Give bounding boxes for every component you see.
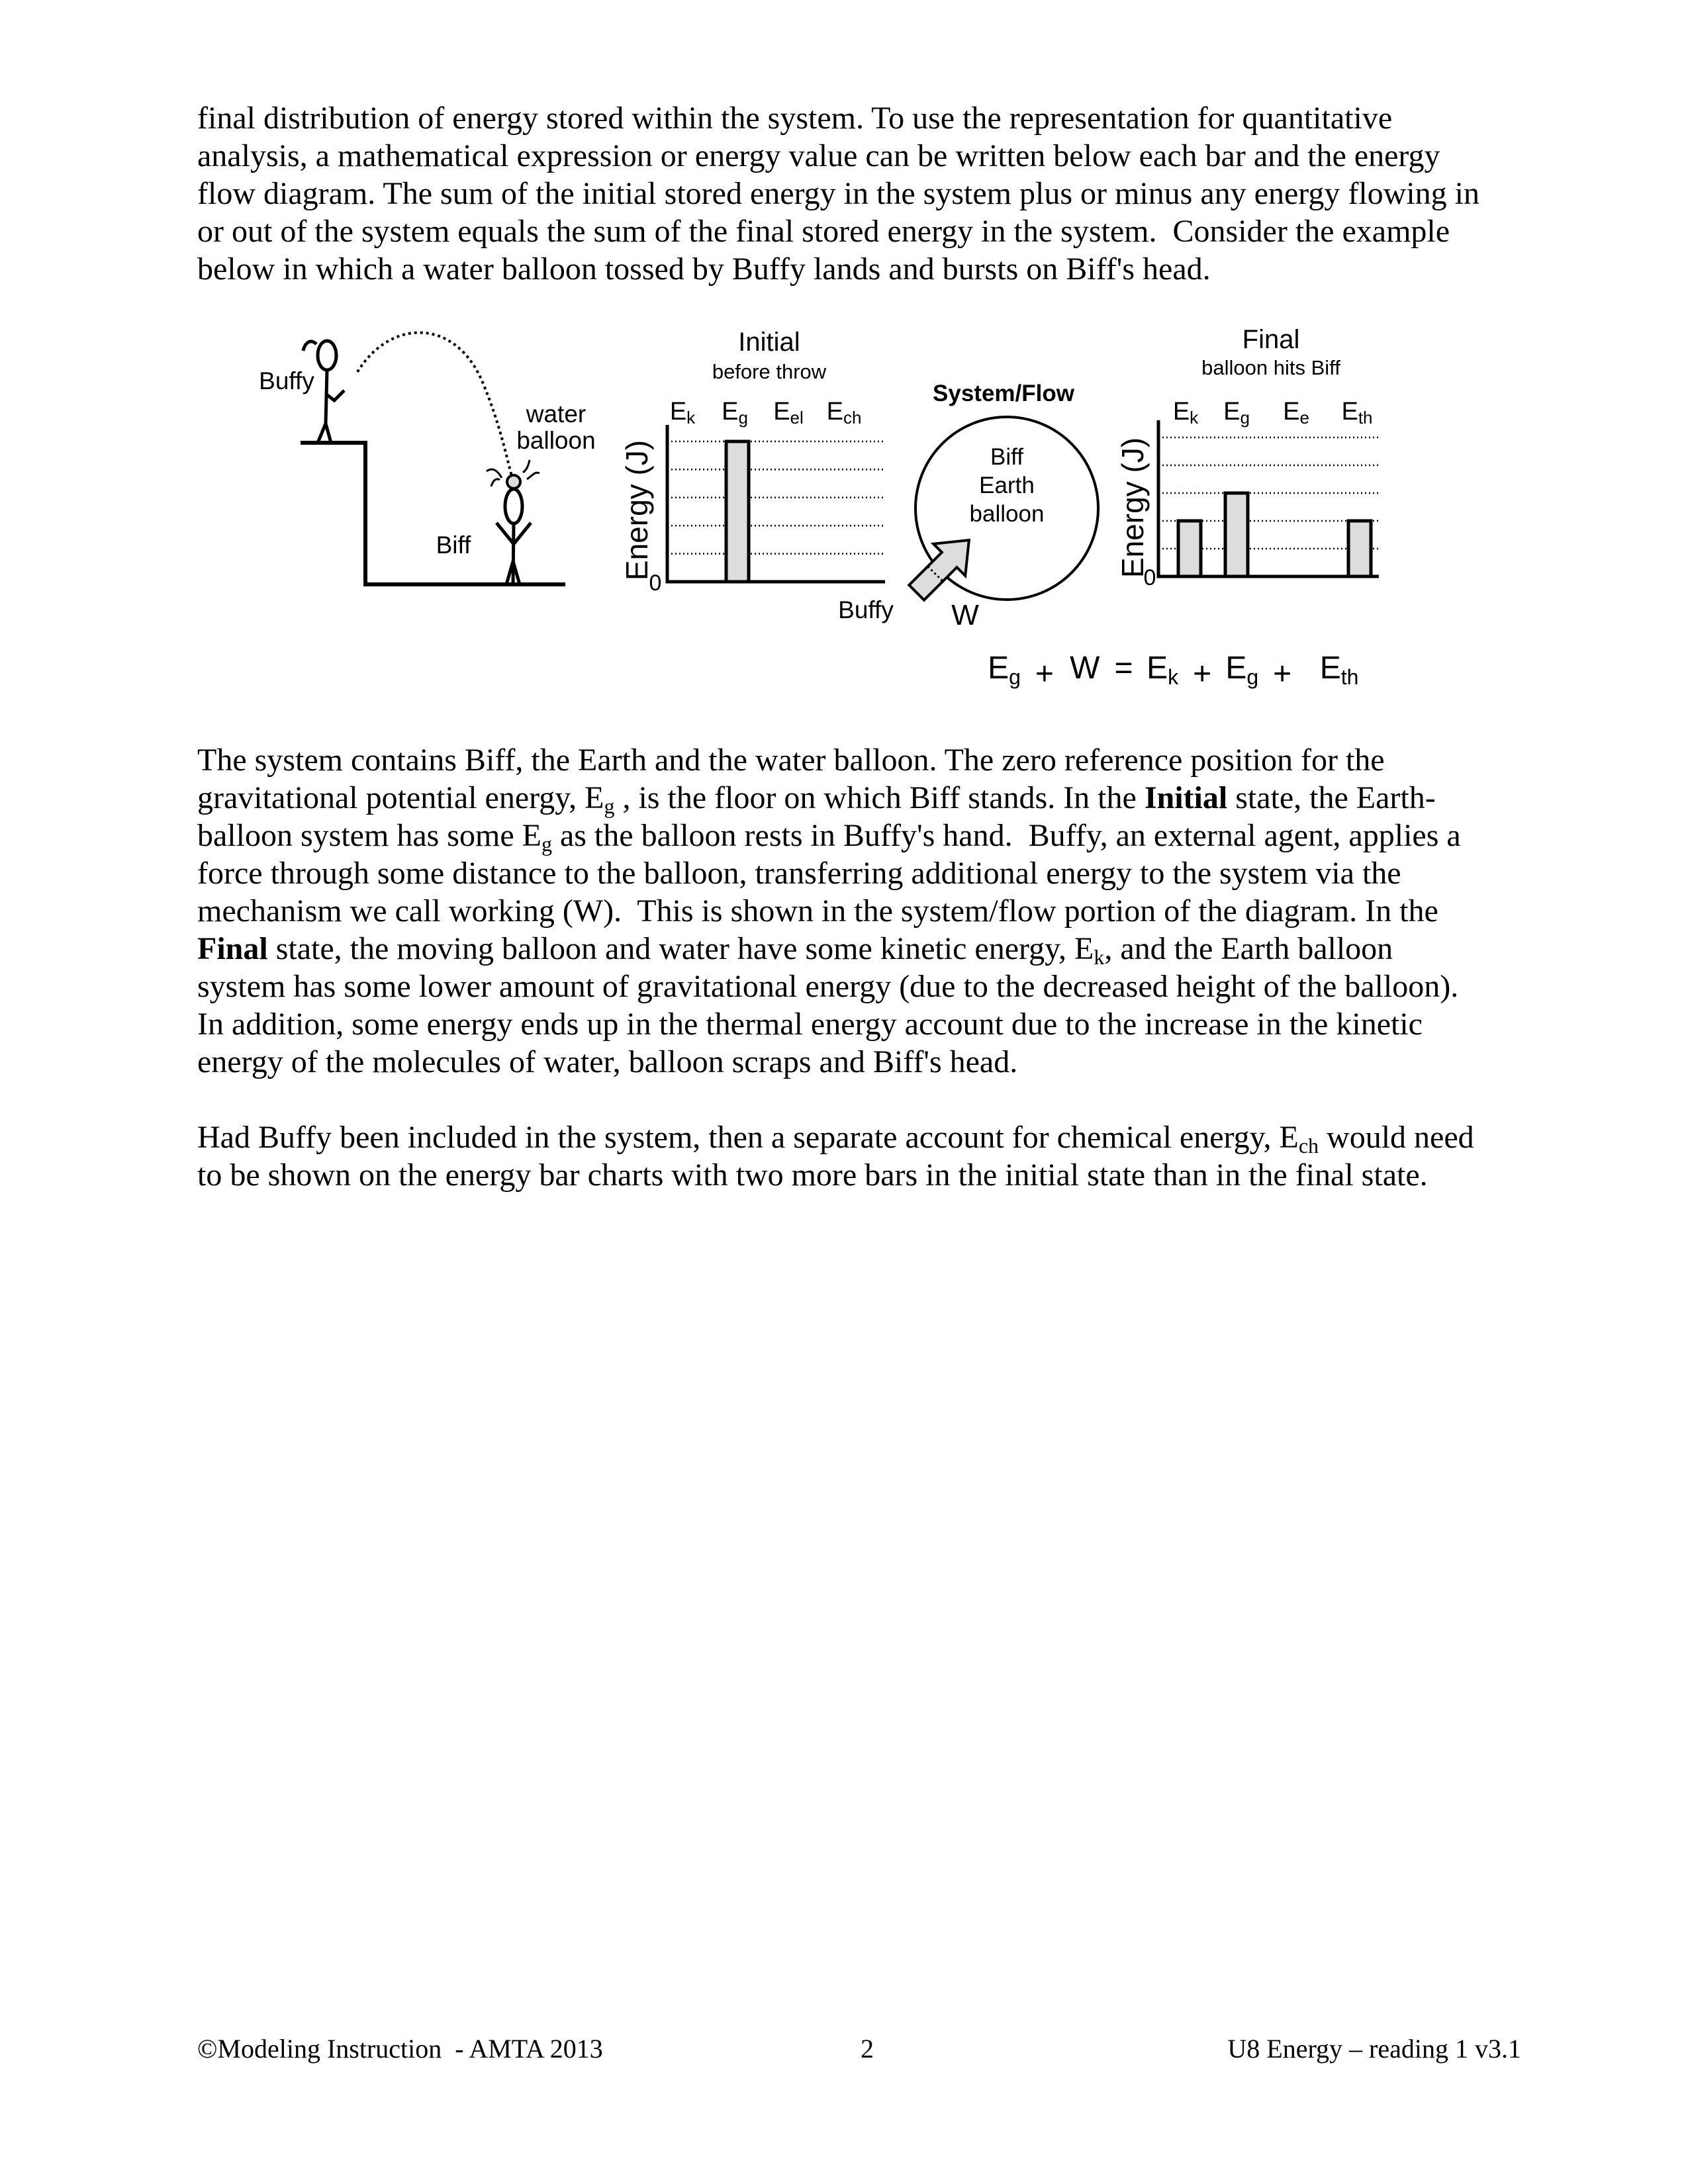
category-base: E xyxy=(826,398,843,426)
category-subscript: g xyxy=(738,408,748,428)
category-subscript: ch xyxy=(843,408,862,428)
text-line xyxy=(197,1156,1474,1194)
text-line xyxy=(197,854,1461,892)
y-axis-label: Energy (J) xyxy=(1115,437,1150,578)
text-line xyxy=(197,930,1461,968)
text-segment: system has some lower amount of gravitational energy (due to the decreased height of the balloon). xyxy=(197,969,1459,1004)
subscript: g xyxy=(541,832,552,856)
equation-term: E xyxy=(1319,651,1341,686)
biff-figure xyxy=(487,460,539,586)
category-base: E xyxy=(1223,398,1241,426)
text-segment: energy of the molecules of water, balloon scraps and Biff's head. xyxy=(197,1044,1018,1079)
category-base: E xyxy=(773,398,790,426)
bar-Eg xyxy=(1225,493,1248,576)
buffy-label: Buffy xyxy=(259,367,314,394)
text-line xyxy=(197,1118,1474,1156)
category-subscript: g xyxy=(1240,408,1250,428)
category-label xyxy=(1283,398,1309,428)
bold-term: Final xyxy=(197,931,268,966)
equation-subscript: g xyxy=(1009,665,1021,689)
category-base: E xyxy=(669,398,687,426)
equation-subscript: g xyxy=(1246,665,1259,689)
equation-term: E xyxy=(1225,651,1247,686)
category-label xyxy=(827,398,862,428)
equation-subscript: th xyxy=(1340,665,1359,689)
text-line xyxy=(197,968,1461,1005)
water-label: water xyxy=(526,400,586,428)
category-label xyxy=(1341,398,1372,428)
subscript: k xyxy=(1094,945,1105,969)
category-subscript: el xyxy=(790,408,804,428)
equation-subscript: k xyxy=(1168,665,1179,689)
work-label: W xyxy=(951,599,979,631)
text-segment: The system contains Biff, the Earth and the water balloon. The zero reference position for the xyxy=(197,743,1385,778)
text-segment: would need xyxy=(1319,1120,1474,1155)
category-subscript: k xyxy=(1190,408,1199,428)
text-segment: gravitational potential energy, E xyxy=(197,780,604,815)
biff-label: Biff xyxy=(436,531,471,559)
explanation-paragraph xyxy=(197,741,1461,1081)
category-base: E xyxy=(722,398,739,426)
text-segment: Had Buffy been included in the system, then a separate account for chemical energy, E xyxy=(197,1120,1299,1155)
text-line xyxy=(197,779,1461,817)
subscript: g xyxy=(604,794,615,818)
system-flow-title: System/Flow xyxy=(933,381,1074,406)
system-member: balloon xyxy=(969,501,1045,527)
category-base: E xyxy=(1283,398,1300,426)
zero-tick-label: 0 xyxy=(649,570,662,596)
footer-page-number: 2 xyxy=(861,2034,874,2064)
chart-subtitle: before throw xyxy=(712,360,827,383)
text-segment: analysis, a mathematical expression or energy value can be written below each bar and the energy xyxy=(197,138,1440,173)
text-segment: , is the floor on which Biff stands. In the xyxy=(614,780,1145,815)
text-segment: , and the Earth balloon xyxy=(1104,931,1393,966)
chart-subtitle: balloon hits Biff xyxy=(1201,356,1340,379)
text-segment: state, the Earth- xyxy=(1227,780,1436,815)
final-bar-chart xyxy=(1115,325,1379,590)
bar-Ek xyxy=(1178,521,1201,576)
category-label xyxy=(1223,398,1250,428)
balloon-label: balloon xyxy=(516,427,596,454)
bar-Eth xyxy=(1348,521,1371,576)
equation-term: W xyxy=(1070,651,1100,686)
energy-diagram xyxy=(0,0,1688,715)
system-flow-diagram xyxy=(838,381,1098,631)
text-line xyxy=(197,892,1461,930)
footer-document-title: U8 Energy – reading 1 v3.1 xyxy=(1227,2034,1521,2064)
text-line xyxy=(197,817,1461,854)
category-base: E xyxy=(1172,398,1190,426)
bar-Eg xyxy=(726,441,749,582)
y-axis-label: Energy (J) xyxy=(620,439,654,581)
text-segment: to be shown on the energy bar charts with two more bars in the initial state than in the final state. xyxy=(197,1158,1428,1193)
category-label xyxy=(722,398,748,428)
equation-operator: + xyxy=(1273,657,1292,692)
equation-term: E xyxy=(1147,651,1168,686)
chemical-energy-paragraph xyxy=(197,1118,1474,1194)
system-member: Biff xyxy=(990,444,1023,470)
text-line xyxy=(197,1043,1461,1081)
bold-term: Initial xyxy=(1144,780,1228,815)
category-subscript: e xyxy=(1299,408,1309,428)
text-segment: balloon system has some E xyxy=(197,818,541,853)
category-subscript: th xyxy=(1358,408,1373,428)
balloon-trajectory xyxy=(357,333,512,476)
initial-bar-chart xyxy=(620,328,885,596)
chart-axes xyxy=(667,425,885,582)
category-label xyxy=(670,398,696,428)
equation-term: E xyxy=(988,651,1009,686)
footer-copyright: ©Modeling Instruction - AMTA 2013 xyxy=(197,2034,603,2064)
category-subscript: k xyxy=(686,408,696,428)
system-member: Earth xyxy=(979,473,1035,498)
category-label xyxy=(1173,398,1199,428)
text-segment: below in which a water balloon tossed by Buffy lands and bursts on Biff's head. xyxy=(197,251,1211,287)
equation-operator: + xyxy=(1193,657,1212,692)
text-line xyxy=(197,741,1461,779)
text-segment: In addition, some energy ends up in the thermal energy account due to the increase in the kinetic xyxy=(197,1007,1423,1042)
text-segment: state, the moving balloon and water have some kinetic energy, E xyxy=(267,931,1094,966)
text-segment: mechanism we call working (W). This is shown in the system/flow portion of the diagram. In the xyxy=(197,893,1438,929)
agent-label: Buffy xyxy=(838,596,894,623)
energy-equation xyxy=(988,651,1358,692)
text-segment: final distribution of energy stored within the system. To use the representation for quantitative xyxy=(197,101,1393,136)
category-base: E xyxy=(1341,398,1358,426)
chart-title: Final xyxy=(1242,325,1300,354)
text-segment: flow diagram. The sum of the initial stored energy in the system plus or minus any energy flowing in xyxy=(197,176,1480,211)
text-segment: force through some distance to the balloon, transferring additional energy to the system via the xyxy=(197,856,1401,891)
text-segment: or out of the system equals the sum of the final stored energy in the system. Consider the example xyxy=(197,214,1450,249)
chart-title: Initial xyxy=(738,328,800,357)
text-segment: as the balloon rests in Buffy's hand. Buffy, an external agent, applies a xyxy=(551,818,1461,853)
equation-operator: + xyxy=(1035,657,1054,692)
subscript: ch xyxy=(1298,1134,1319,1158)
scene-illustration xyxy=(301,333,565,586)
category-label xyxy=(773,398,804,428)
platform-ledge xyxy=(301,443,565,584)
text-line xyxy=(197,1005,1461,1043)
zero-tick-label: 0 xyxy=(1143,565,1156,590)
equation-operator: = xyxy=(1114,651,1133,686)
